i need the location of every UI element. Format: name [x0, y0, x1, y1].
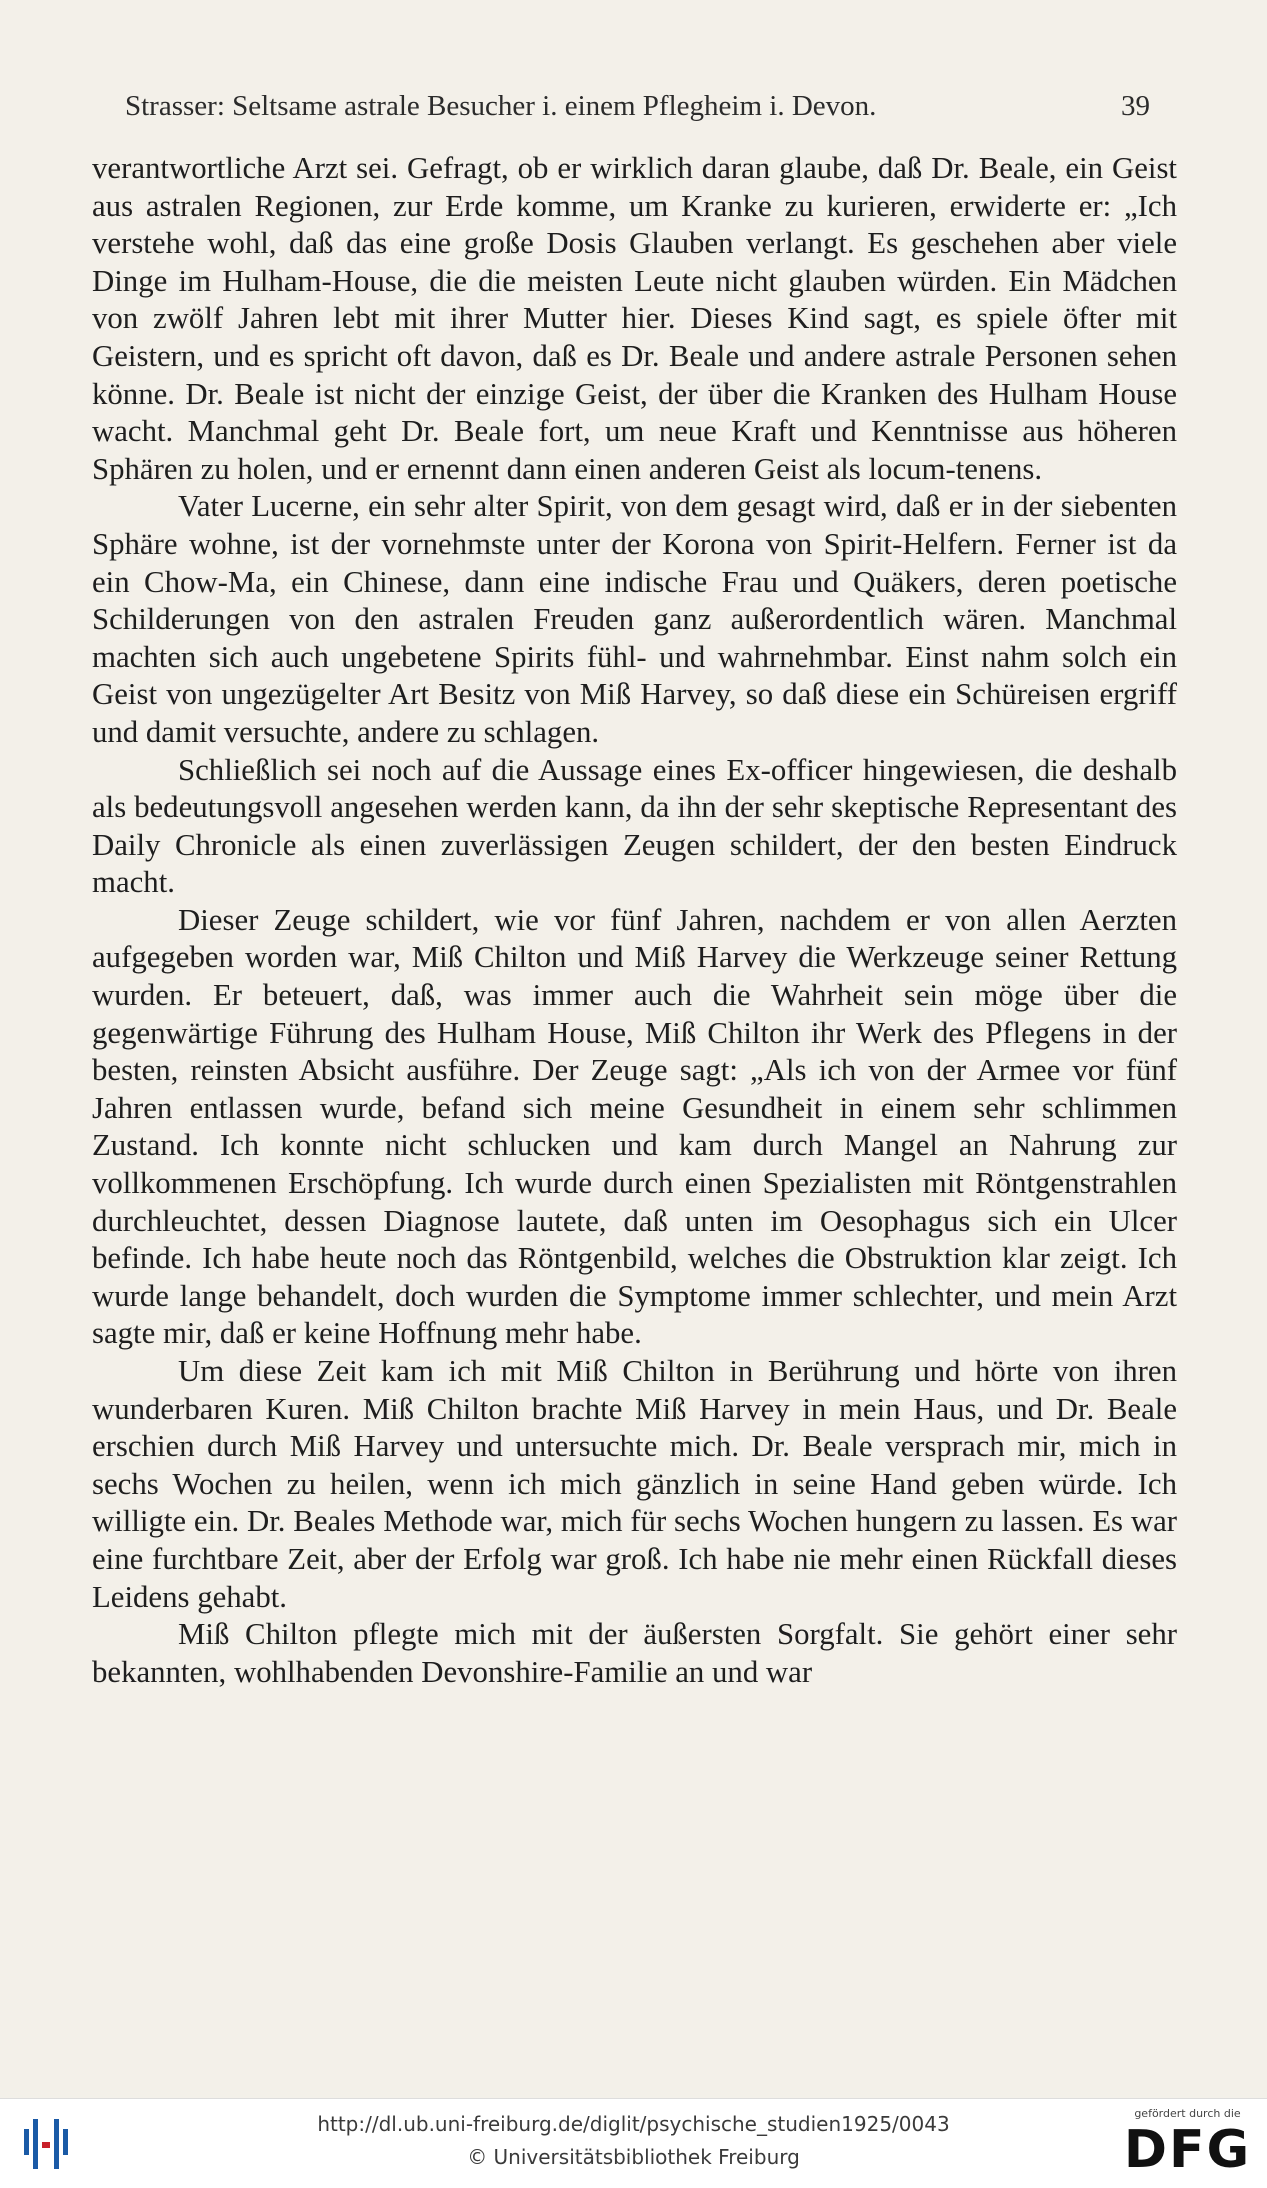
paragraph: Schließlich sei noch auf die Aussage eines Ex-officer hingewiesen, die deshalb als bedeutungsvoll angesehen werden kann, da ihn der sehr skeptische Representant des Daily Chronicle als einen zuverlässigen Zeugen schildert, der den besten Eindruck macht. [92, 752, 1177, 900]
paragraph: Um diese Zeit kam ich mit Miß Chilton in Berührung und hörte von ihren wunderbaren Kuren. Miß Chilton brachte Miß Harvey in mein Haus, und Dr. Beale erschien durch Miß Harvey und untersuchte mich. Dr. Beale versprach mir, mich in sechs Wochen zu heilen, wenn ich mich gänzlich in seine Hand geben würde. Ich willigte ein. Dr. Beales Methode war, mich für sechs Wochen hungern zu lassen. Es war eine furchtbare Zeit, aber der Erfolg war groß. Ich habe nie mehr einen Rückfall dieses Leidens gehabt. [92, 1354, 1177, 1614]
dfg-logo-icon [1120, 2107, 1255, 2183]
paragraph: Vater Lucerne, ein sehr alter Spirit, von dem gesagt wird, daß er in der siebenten Sphäre wohne, ist der vornehmste unter der Korona von Spirit-Helfern. Ferner ist da ein Chow-Ma, ein Chinese, dann eine indische Frau und Quäkers, deren poetische Schilderungen von den astralen Freuden ganz außerordentlich wären. Manchmal machten sich auch ungebetene Spirits fühl- und wahrnehmbar. Einst nahm solch ein Geist von ungezügelter Art Besitz von Miß Harvey, so daß diese ein Schüreisen ergriff und damit versuchte, andere zu schlagen. [92, 489, 1177, 749]
paragraph: Dieser Zeuge schildert, wie vor fünf Jahren, nachdem er von allen Aerzten aufgegeben worden war, Miß Chilton und Miß Harvey die Werkzeuge seiner Rettung wurden. Er beteuert, daß, was immer auch die Wahrheit sein möge über die gegenwärtige Führung des Hulham House, Miß Chilton ihr Werk des Pflegens in der besten, reinsten Absicht ausführe. Der Zeuge sagt: „Als ich von der Armee vor fünf Jahren entlassen wurde, befand sich meine Gesundheit in einem sehr schlimmen Zustand. Ich konnte nicht schlucken und kam durch Mangel an Nahrung zur vollkommenen Erschöpfung. Ich wurde durch einen Spezialisten mit Röntgenstrahlen durchleuchtet, dessen Diagnose lautete, daß unten im Oesophagus sich ein Ulcer befinde. Ich habe heute noch das Röntgenbild, welches die Obstruktion klar zeigt. Ich wurde lange behandelt, doch wurden die Symptome immer schlechter, und mein Arzt sagte mir, daß er keine Hoffnung mehr habe. [92, 902, 1177, 1351]
page-number: 39 [1121, 90, 1150, 122]
running-header [125, 90, 1150, 126]
body-text [92, 150, 1177, 1691]
dfg-wordmark: DFG [1123, 2120, 1252, 2180]
paragraph: Miß Chilton pflegte mich mit der äußersten Sorgfalt. Sie gehört einer sehr bekannten, wohlhabenden Devonshire-Familie an und war [92, 1617, 1177, 1689]
paragraph: verantwortliche Arzt sei. Gefragt, ob er wirklich daran glaube, daß Dr. Beale, ein Geist aus astralen Regionen, zur Erde komme, um Kranke zu kurieren, erwiderte er: „Ich verstehe wohl, daß das eine große Dosis Glauben verlangt. Es geschehen aber viele Dinge im Hulham-House, die die meisten Leute nicht glauben würden. Ein Mädchen von zwölf Jahren lebt mit ihrer Mutter hier. Dieses Kind sagt, es spiele öfter mit Geistern, und es spricht oft davon, daß es Dr. Beale und andere astrale Personen sehen könne. Dr. Beale ist nicht der einzige Geist, der über die Kranken des Hulham House wacht. Manchmal geht Dr. Beale fort, um neue Kraft und Kenntnisse aus höheren Sphären zu holen, und er ernennt dann einen anderen Geist als locum-tenens. [92, 151, 1177, 486]
viewer-footer [0, 2098, 1267, 2188]
copyright-notice: © Universitätsbibliothek Freiburg [467, 2145, 800, 2169]
running-title: Strasser: Seltsame astrale Besucher i. einem Pflegheim i. Devon. [125, 90, 877, 122]
document-url-link[interactable]: http://dl.ub.uni-freiburg.de/diglit/psychische_studien1925/0043 [317, 2112, 950, 2136]
sponsor-caption: gefördert durch die [1134, 2107, 1241, 2120]
